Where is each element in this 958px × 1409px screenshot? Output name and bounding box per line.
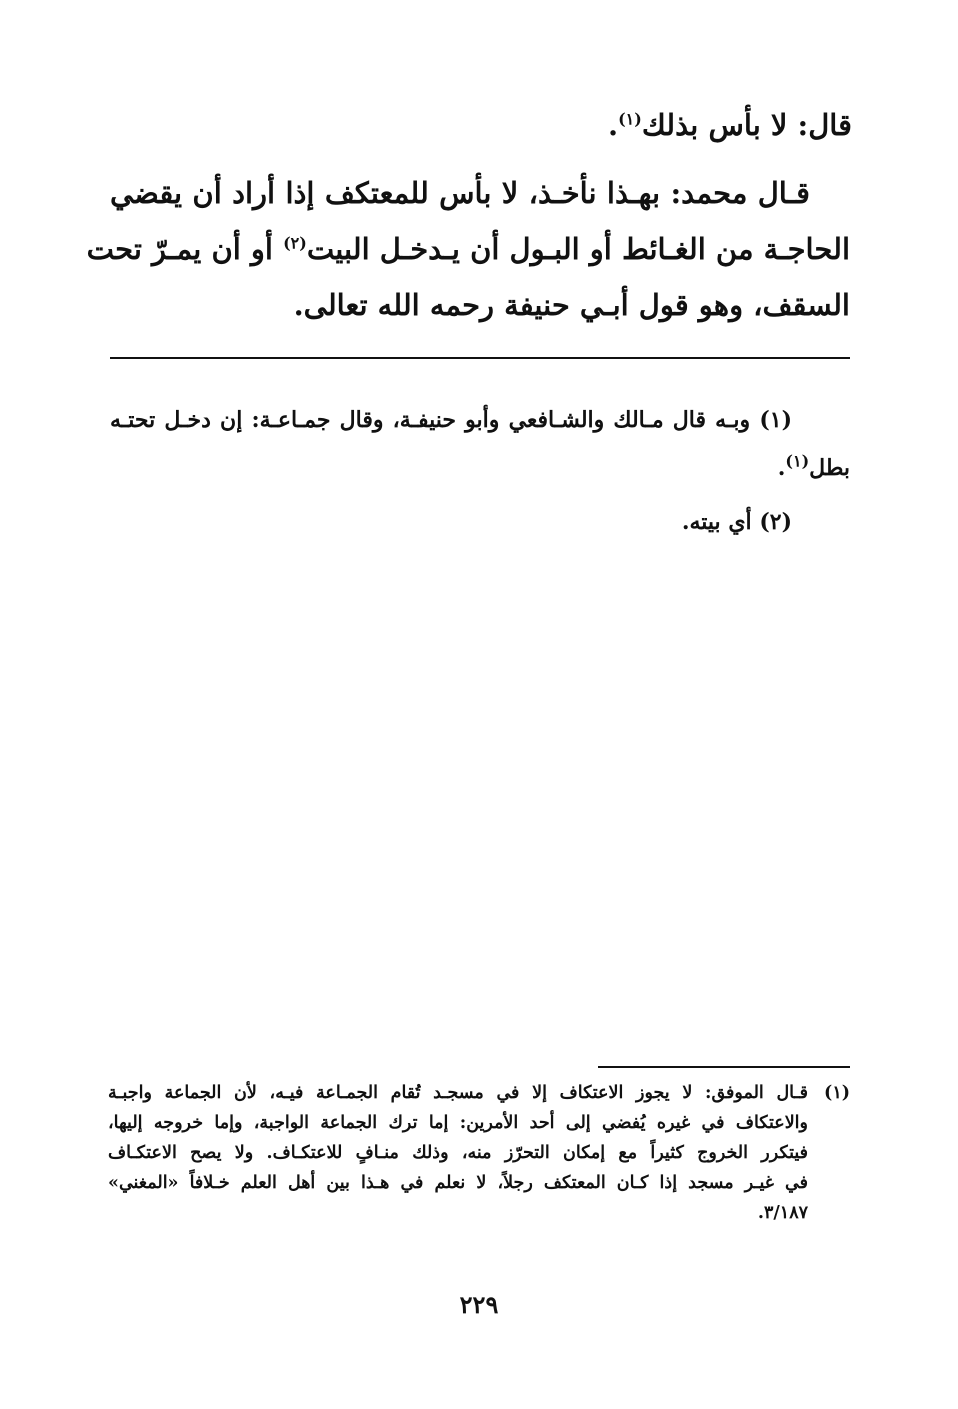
footnote-2-text: (٢) أي بيته. — [681, 509, 792, 535]
para-line-3 — [110, 277, 850, 333]
sub-footnote-lines — [108, 1078, 808, 1228]
para-line-1 — [110, 165, 850, 221]
sub-footnote-line-3: فيتكرر الخروج كثيراً مع إمكان التحرّز منه، وذلك منـافٍ للاعتكـاف. ولا يصح الاعتكـاف — [108, 1143, 808, 1163]
footnote-1-line-2 — [110, 444, 850, 492]
sub-footnote-separator — [598, 1066, 850, 1068]
footnotes — [110, 396, 850, 546]
sub-footnote-line-1: قـال الموفق: لا يجوز الاعتكاف إلا في مسجـد تُقام الجمـاعة فيـه، لأن الجماعة واجبـة — [108, 1083, 808, 1103]
para-line-2-text-a: الحاجـة من الغـائط أو البـول أن يـدخـل البيت — [306, 232, 850, 266]
footnote-separator — [110, 357, 850, 359]
main-line-1-end: . — [607, 108, 619, 142]
main-line-1-text: قال: لا بأس بذلك — [641, 108, 852, 142]
footnote-1-text: (١) وبـه قال مـالك والشـافعي وأبو حنيفـة، وقال جمـاعـة: إن دخـل تحتـه — [110, 407, 792, 433]
footnote-1-line-2-end: . — [777, 455, 786, 481]
main-paragraph — [86, 165, 850, 333]
footnote-2 — [110, 498, 850, 546]
para-line-3-text: السقف، وهو قول أبـي حنيفة رحمه الله تعالى. — [293, 288, 850, 322]
para-line-2-text-b: أو أن يمـرّ تحت — [86, 232, 284, 266]
footnote-ref-1: (١) — [618, 109, 642, 129]
sub-footnote-line-4: في غيـر مسجد إذا كـان المعتكف رجلاً، لا نعلم في هـذا بين أهل العلم خـلافاً «المغني» — [108, 1173, 808, 1193]
sub-footnote-ref: (١) — [785, 451, 810, 471]
footnote-1-line-2-text: بطل — [809, 455, 850, 481]
sub-footnote-block — [108, 1078, 850, 1228]
sub-footnote-line-2: والاعتكاف في غيره يُفضي إلى أحد الأمرين: إما ترك الجماعة الواجبة، وإما خروجه إليها، — [108, 1113, 808, 1133]
para-line-1-text: قـال محمد: بهـذا نأخـذ، لا بأس للمعتكف إذا أراد أن يقضي — [110, 176, 810, 210]
page-number: ٢٢٩ — [459, 1290, 499, 1319]
main-line-1 — [608, 108, 852, 142]
footnote-1-line-1 — [110, 396, 850, 444]
para-line-2 — [86, 221, 850, 277]
sub-footnote-line-5: ٣/١٨٧. — [757, 1203, 808, 1223]
sub-footnote-marker: (١) — [824, 1083, 850, 1103]
footnote-ref-2: (٢) — [283, 233, 307, 253]
